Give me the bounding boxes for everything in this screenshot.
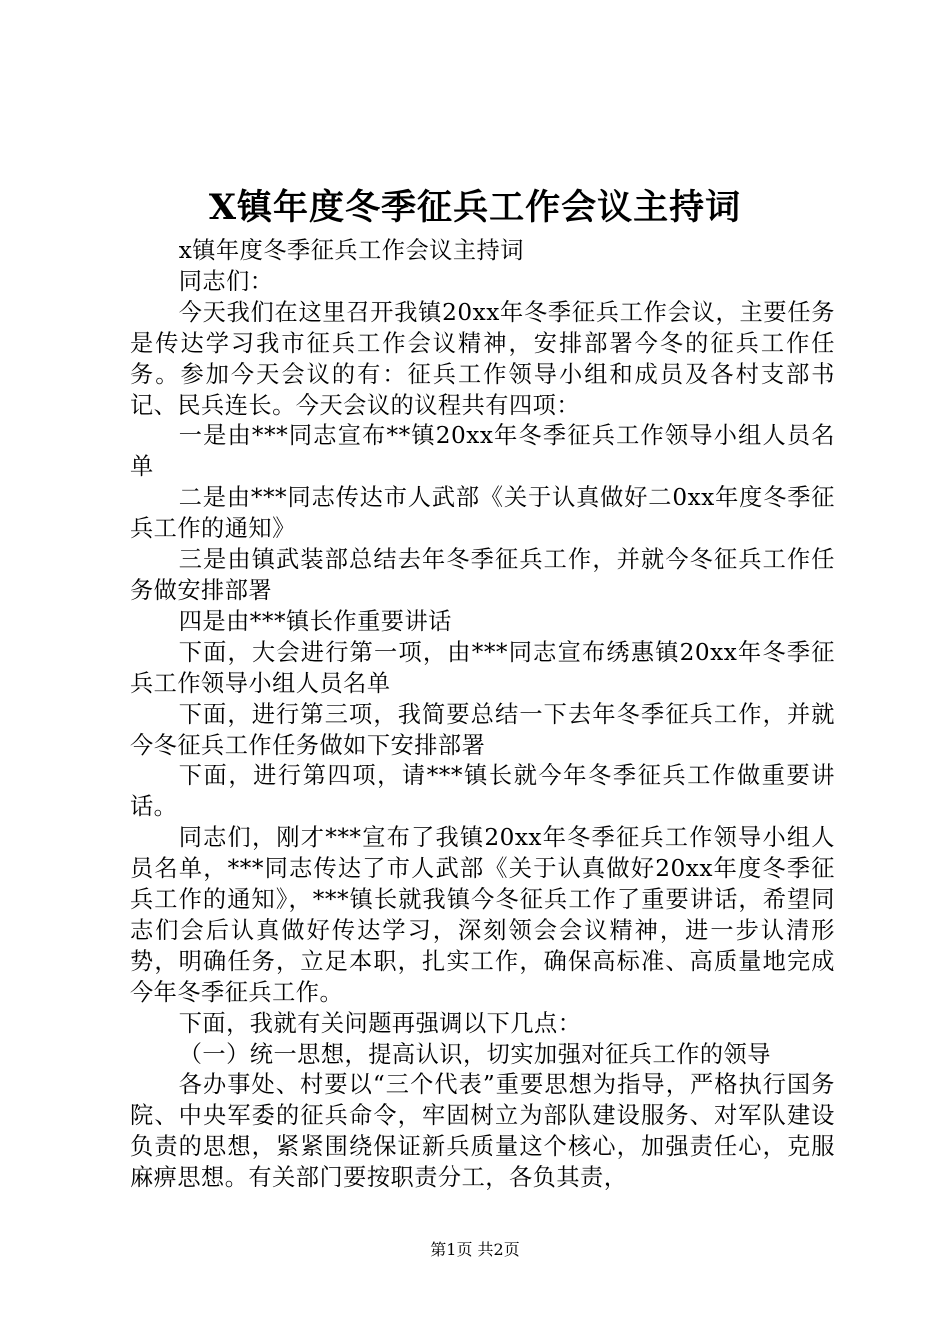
paragraph: x镇年度冬季征兵工作会议主持词: [178, 237, 524, 264]
paragraph: 下面，进行第三项，我简要总结一下去年冬季征兵工作，并就今冬征兵工作任务做如下安排部署: [130, 700, 835, 759]
paragraph: （一）统一思想，提高认识，切实加强对征兵工作的领导: [178, 1040, 771, 1068]
paragraph: 同志们，刚才***宣布了我镇20xx年冬季征兵工作领导小组人员名单，***同志传达了市人武部《关于认真做好20xx年度冬季征兵工作的通知》，***镇长就我镇今冬征兵工作了重要讲话，希望同志们会后认真做好传达学习，深刻领会会议精神，进一步认清形势，明确任务，立足本职，扎实工作，确保高标准、高质量地完成今年冬季征兵工作。: [130, 824, 835, 1006]
paragraph: 下面，大会进行第一项，由***同志宣布绣惠镇20xx年冬季征兵工作领导小组人员名单: [130, 638, 835, 697]
paragraph: 四是由***镇长作重要讲话: [178, 607, 452, 635]
document-body: [130, 236, 835, 1194]
paragraph: 下面，我就有关问题再强调以下几点：: [178, 1009, 582, 1037]
paragraph: 各办事处、村要以“三个代表”重要思想为指导，严格执行国务院、中央军委的征兵命令，牢固树立为部队建设服务、对军队建设负责的思想，紧紧围绕保证新兵质量这个核心，加强责任心，克服麻痹思想。有关部门要按职责分工，各负其责，: [130, 1071, 835, 1192]
document-title: X镇年度冬季征兵工作会议主持词: [208, 187, 742, 228]
paragraph: 今天我们在这里召开我镇20xx年冬季征兵工作会议，主要任务是传达学习我市征兵工作会议精神，安排部署今冬的征兵工作任务。参加今天会议的有：征兵工作领导小组和成员及各村支部书记、民兵连长。今天会议的议程共有四项：: [130, 298, 835, 419]
paragraph: 同志们：: [178, 267, 274, 295]
paragraph: 下面，进行第四项，请***镇长就今年冬季征兵工作做重要讲话。: [130, 762, 835, 821]
page-footer: 第1页 共2页: [430, 1240, 520, 1259]
paragraph: 三是由镇武装部总结去年冬季征兵工作，并就今冬征兵工作任务做安排部署: [130, 546, 835, 604]
paragraph: 一是由***同志宣布**镇20xx年冬季征兵工作领导小组人员名单: [130, 422, 835, 481]
paragraph: 二是由***同志传达市人武部《关于认真做好二0xx年度冬季征兵工作的通知》: [130, 484, 835, 543]
